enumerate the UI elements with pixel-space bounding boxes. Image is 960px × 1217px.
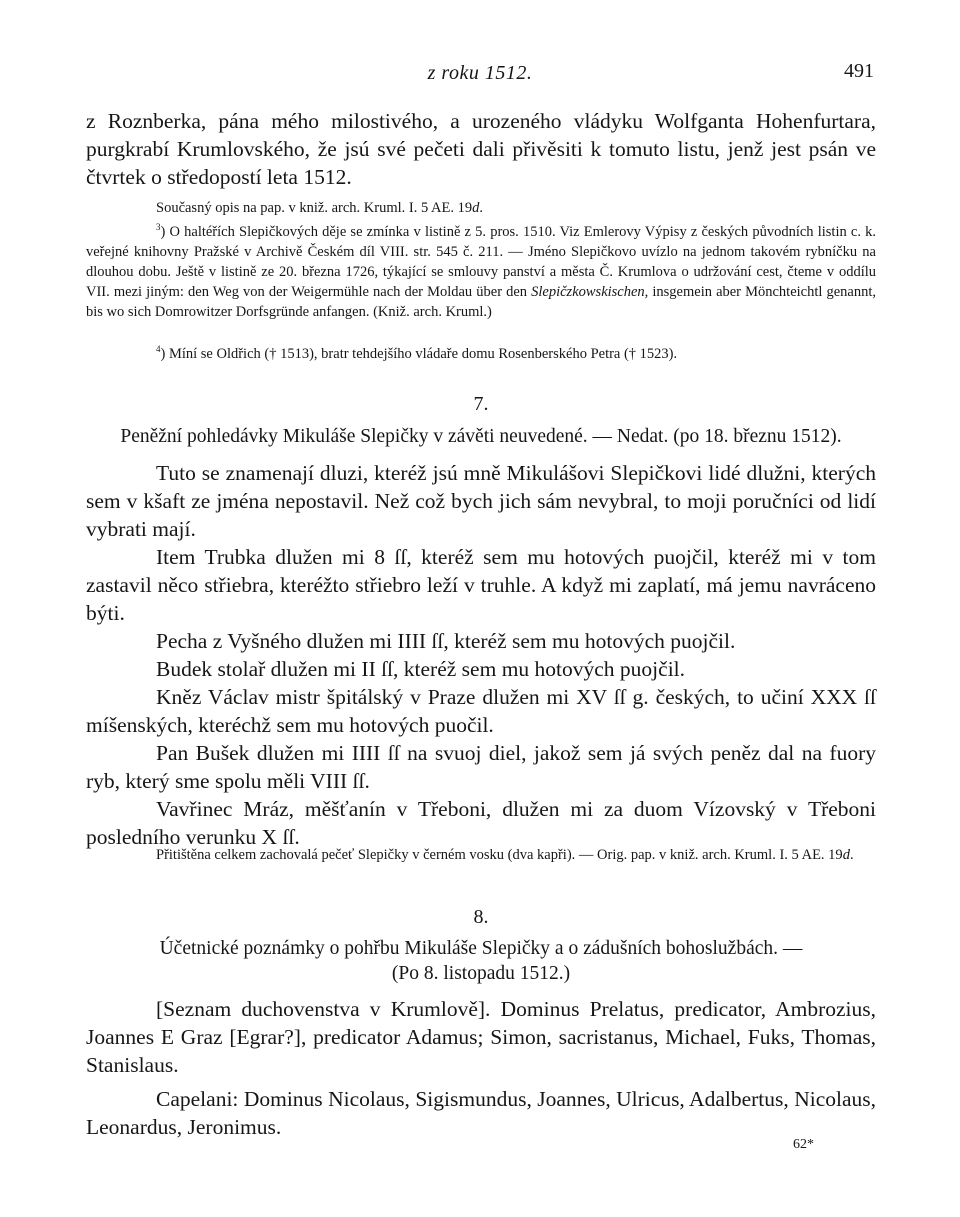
source-note-period: . bbox=[479, 200, 484, 216]
section-8-heading-line-1: Účetnické poznámky o pohřbu Mikuláše Slepičky a o zádušních bohoslužbách. — bbox=[159, 938, 803, 959]
footnote-3-italic: Slepičzkowskischen, bbox=[531, 284, 649, 300]
footnote-3-mark: 3 bbox=[156, 222, 161, 233]
section-7-body bbox=[86, 459, 876, 851]
printer-signature: 62* bbox=[793, 1137, 814, 1152]
s7-paragraph: Budek stolař dlužen mi II ſſ, kteréž sem mu hotových puojčil. bbox=[156, 657, 686, 681]
footnote-3-text-a: ) O haltéřích Slepičkových děje se zmínka v listině z 5. pros. 1510. Viz Emlerovy Výpisy z českých původních listin c. k. veřejné knihovny Pražské v Archivě Českém díl VIII. str. 545 č. 211. — Jméno Slepičkovo uvízlo na jednom takovém rybníčku na dlouhou dobu. Ještě v listině ze 20. března 1726, týkající se smlouvy panství a města Č. Krumlova o udržování cest, čteme v oddílu VII. mezi jiným: den Weg von der Weigermühle nach der Moldau über den bbox=[86, 224, 876, 300]
section-7-number: 7. bbox=[473, 393, 489, 415]
s8-paragraph: [Seznam duchovenstva v Krumlově]. Dominus Prelatus, predicator, Ambrozius, Joannes E Graz [Egrar?], predicator Adamus; Simon, sacristanus, Michael, Fuks, Thomas, Stanislaus. bbox=[86, 997, 876, 1077]
section-7-note bbox=[86, 845, 876, 865]
s7-note-text: Přitištěna celkem zachovalá pečeť Slepičky v černém vosku (dva kapři). — Orig. pap. v kniž. arch. Kruml. I. 5 AE. 19 bbox=[156, 847, 843, 863]
source-note-suffix: d bbox=[472, 200, 480, 216]
footnote-4-mark: 4 bbox=[156, 344, 161, 355]
s7-note-suffix: d bbox=[842, 847, 850, 863]
page-number: 491 bbox=[844, 60, 874, 82]
s7-paragraph: Item Trubka dlužen mi 8 ſſ, kteréž sem mu hotových puojčil, kteréž mi v tom zastavil něco střiebra, kteréžto střiebro leží v truhle. A když mi zaplatí, má jemu navráceno býti. bbox=[86, 545, 876, 625]
section-8-heading-line-2: (Po 8. listopadu 1512.) bbox=[391, 963, 571, 984]
footnote-4 bbox=[86, 344, 876, 364]
intro-text: z Roznberka, pána mého milostivého, a urozeného vládyku Wolfganta Hohenfurtara, purgkrabí Krumlovského, že jsú své pečeti dali přivěsiti k tomuto listu, jenž jest psán ve čtvrtek o středopostí leta 1512. bbox=[86, 109, 876, 189]
footnote-3 bbox=[86, 222, 876, 322]
s7-note-period: . bbox=[849, 847, 854, 863]
running-header-title: z roku 1512. bbox=[427, 62, 533, 84]
s7-paragraph: Kněz Václav mistr špitálský v Praze dlužen mi XV ſſ g. českých, to učiní XXX ſſ míšenských, kteréchž sem mu hotových puočil. bbox=[86, 685, 876, 737]
intro-paragraph bbox=[86, 107, 876, 191]
section-8-body bbox=[86, 995, 876, 1141]
s7-paragraph: Tuto se znamenají dluzi, kteréž jsú mně Mikulášovi Slepičkovi lidé dlužni, kterých sem v kšaft ze jména nepostavil. Než což bych jich sám nevybral, to moji poručníci od lidí vybrati mají. bbox=[86, 461, 876, 541]
footnote-3-text-b: insgemein aber Mönchteichtl genannt, bis wo sich Domrowitzer Dorfsgründe anfangen. (Kniž. arch. Kruml.) bbox=[86, 284, 877, 320]
section-8-number: 8. bbox=[473, 906, 489, 928]
s7-paragraph: Pecha z Vyšného dlužen mi IIII ſſ, kteréž sem mu hotových puojčil. bbox=[156, 629, 736, 653]
s8-paragraph: Capelani: Dominus Nicolaus, Sigismundus, Joannes, Ulricus, Adalbertus, Nicolaus, Leonardus, Jeronimus. bbox=[86, 1087, 876, 1139]
s7-paragraph: Vavřinec Mráz, měšťanín v Třeboni, dlužen mi za duom Vízovský v Třeboni posledního verunku X ſſ. bbox=[86, 797, 876, 849]
s7-paragraph: Pan Bušek dlužen mi IIII ſſ na svuoj diel, jakož sem já svých peněz dal na fuory ryb, který sme spolu měli VIII ſſ. bbox=[86, 741, 876, 793]
intro-source-note bbox=[86, 198, 876, 218]
source-note-text: Současný opis na pap. v kniž. arch. Kruml. I. 5 AE. 19 bbox=[156, 200, 473, 216]
footnote-4-text: ) Míní se Oldřich († 1513), bratr tehdejšího vládaře domu Rosenberského Petra († 1523). bbox=[160, 346, 678, 362]
section-7-heading: Peněžní pohledávky Mikuláše Slepičky v závěti neuvedené. — Nedat. (po 18. březnu 1512). bbox=[120, 426, 842, 447]
